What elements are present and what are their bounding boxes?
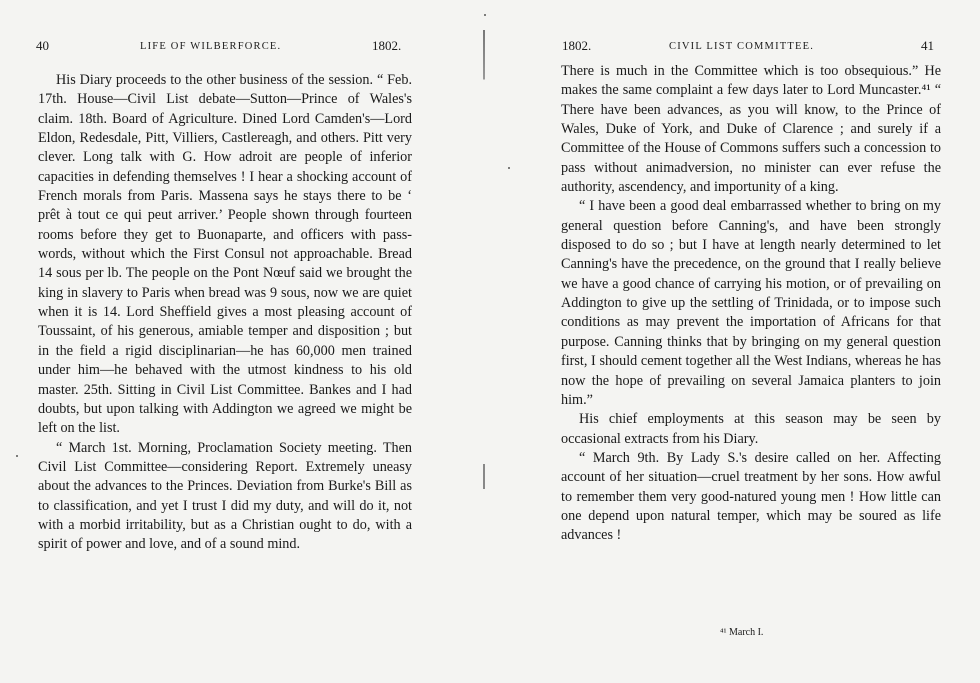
footnote: ⁴¹ March I. [720, 627, 764, 638]
left-page-number: 40 [36, 38, 49, 53]
book-gutter [483, 30, 485, 650]
right-running-title: CIVIL LIST COMMITTEE. [669, 41, 815, 52]
right-page-body [561, 62, 941, 546]
right-page-year: 1802. [562, 38, 592, 53]
left-page-year: 1802. [372, 38, 402, 53]
left-page-body [38, 71, 412, 555]
scan-speck [484, 14, 486, 16]
right-paragraph: “ March 9th. By Lady S.'s desire called on her. Affecting account of her situation—cruel treatment by her sons. How awful to remember them very good-natured young men ! How little can one depend upon natural temper, which may be soured as life advances ! [561, 449, 941, 544]
scan-speck [16, 455, 18, 457]
left-paragraph: His Diary proceeds to the other business of the session. “ Feb. 17th. House—Civil List debate—Sutton—Prince of Wales's claim. 18th. Board of Agriculture. Dined Lord Camden's—Lord Eldon, Redesdale, Pitt, Villiers, Castlereagh, and others. Pitt very clever. Long talk with G. How adroit are people of inferior capacities in defending themselves ! I hear a shocking account of French morals from Paris. Massena says he stays there to be ‘ prêt à tout ce qui peut arriver.’ People shown through fourteen rooms before they get to Buonaparte, and officers with pass-words, without which the First Consul not approachable. Bread 14 sous per lb. The people on the Pont Nœuf said we brought the king in slavery to Paris when bread was 9 sous, now we are quiet when it is 14. Lord Sheffield gives a most pleasing account of Toussaint, of his generous, amiable temper and disposition ; but in the field a rigid disciplinarian—he has 60,000 men trained under him—he behaved with the utmost kindness to his old master. 25th. Sitting in Civil List Committee. Bankes and I had doubts, but upon talking with Addington we agreed we might be left on the list. [38, 72, 412, 437]
right-paragraph: “ I have been a good deal embarrassed whether to bring on my general question before Canning's, and have been strongly disposed to do so ; but I have at length nearly determined to let Canning's have the precedence, on the ground that I really believe we have a good chance of carrying his motion, or of prevailing on Addington to give up the settling of Trinidada, or to impose such conditions as may prevent the importation of Africans for that purpose. Canning thinks that by bringing on my general question first, I should cement together all the West Indians, whereas he has now the hope of prevailing on several Jamaica planters to join him.” [561, 198, 941, 408]
right-paragraph: His chief employments at this season may be seen by occasional extracts from his Diary. [561, 411, 941, 447]
right-page-number: 41 [921, 38, 934, 53]
right-paragraph: There is much in the Committee which is too obsequious.” He makes the same complaint a few days later to Lord Muncaster.⁴¹ “ There have been advances, as you will know, to the Prince of Wales, Duke of York, and Duke of Clarence ; and surely if a Committee of the House of Commons suffers such a concession to pass without animadversion, no minister can ever refuse the authority, ascendency, and importunity of a king. [561, 63, 941, 196]
left-running-title: LIFE OF WILBERFORCE. [140, 41, 282, 52]
left-paragraph: “ March 1st. Morning, Proclamation Society meeting. Then Civil List Committee—considering Report. Extremely uneasy about the advances to the Princes. Deviation from Burke's Bill as to classification, and yet I trust I did my duty, and will do it, not with a morbid irritability, but as a Christian ought to do, with a spirit of power and love, and of a sound mind. [38, 439, 412, 553]
scan-speck [508, 167, 510, 169]
